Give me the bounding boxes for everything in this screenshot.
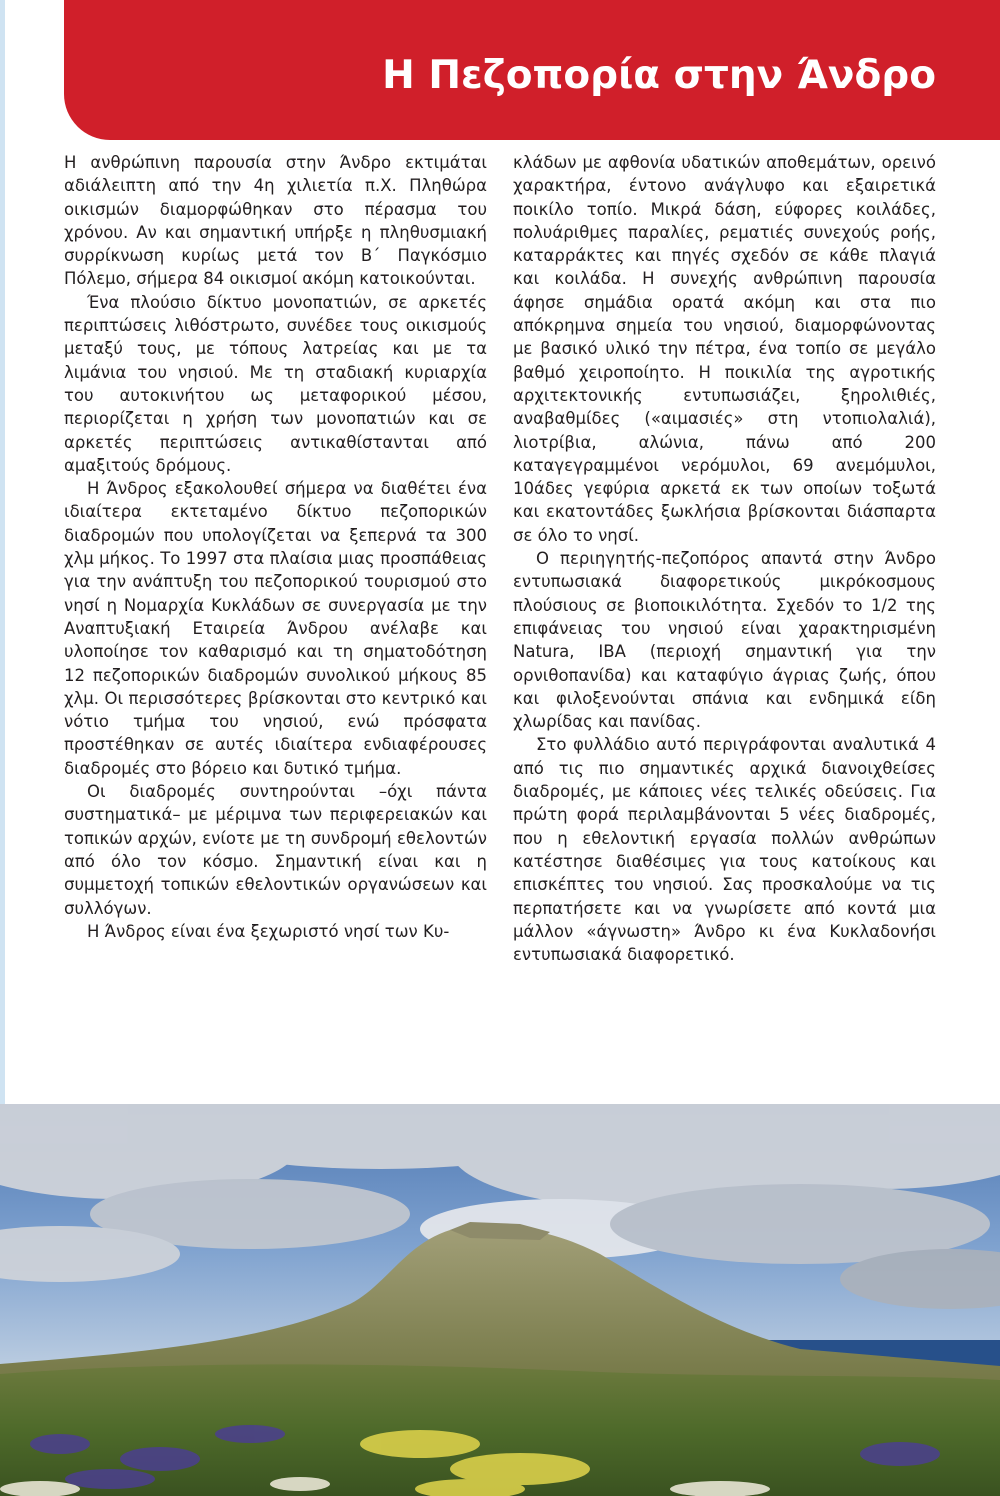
paragraph: Οι διαδρομές συντηρούνται –όχι πάντα συστηματικά– με μέριμνα των περιφερειακών και τοπικών αρχών, ενίοτε με τη συνδρομή εθελοντών από όλο τον κόσμο. Σημαντική είναι και η συμμετοχή τοπικών εθελοντικών οργανώσεων και συλλόγων. [64,782,487,918]
paragraph: Ένα πλούσιο δίκτυο μονοπατιών, σε αρκετές περιπτώσεις λιθόστρωτο, συνέδεε τους οικισμούς μεταξύ τους, με τόπους λατρείας και με τα λιμάνια του νησιού. Με τη σταδιακή κυριαρχία του αυτοκινήτου ως μεταφορικού μέσου, περιορίζεται η χρήση των μονοπατιών και σε αρκετές περιπτώσεις αντικαθίστανται από αμαξιτούς δρόμους. [64,292,487,475]
paragraph: Ο περιηγητής-πεζοπόρος απαντά στην Άνδρο εντυπωσιακά διαφορετικούς μικρόκοσμους πλούσιους σε βιοποικιλότητα. Σχεδόν το 1/2 της επιφάνειας του νησιού είναι χαρακτηρισμένη Natura, IBA (περιοχή σημαντική για την ορνιθοπανίδα) και καταφύγιο άγριας ζωής, όπου και φιλοξενούνται σπάνια και ενδημικά είδη χλωρίδας και πανίδας. [513,549,936,732]
article-body [64,151,936,1091]
left-edge-strip [0,0,5,1104]
left-column [64,151,487,943]
paragraph: Η ανθρώπινη παρουσία στην Άνδρο εκτιμάται αδιάλειπτη από την 4η χιλιετία π.Χ. Πληθώρα οικισμών διαμορφώθηκαν στο πέρασμα του χρόνου. Αν και σημαντική υπήρξε η πληθυσμιακή συρρίκνωση κυρίως μετά τον Β΄ Παγκόσμιο Πόλεμο, σήμερα 84 οικισμοί ακόμη κατοικούνται. [64,153,487,289]
landscape-photo [0,1104,1000,1496]
paragraph: Η Άνδρος είναι ένα ξεχωριστό νησί των Κυ- [87,921,450,941]
page-title: Η Πεζοπορία στην Άνδρο [382,53,936,98]
right-column [513,151,936,966]
paragraph-continuation: κλάδων με αφθονία υδατικών αποθεμάτων, ορεινό χαρακτήρα, έντονο ανάγλυφο και εξαιρετικά ποικίλο τοπίο. Μικρά δάση, εύφορες κοιλάδες, πολυάριθμες παραλίες, ρεματιές συνεχούς ροής, καταρράκτες και πηγές σχεδόν σε κάθε πλαγιά και κοιλάδα. Η συνεχής ανθρώπινη παρουσία άφησε σημάδια ορατά ακόμη και στα πιο απόκρημνα σημεία του νησιού, διαμορφώνοντας με βασικό υλικό την πέτρα, ένα τοπίο σε μεγάλο βαθμό χειροποίητο. Η ποικιλία της αγροτικής αρχιτεκτονικής εντυπωσιάζει, ξηρολιθιές, αναβαθμίδες («αιμασιές» στη ντοπιολαλιά), λιοτρίβια, αλώνια, πάνω από 200 καταγεγραμμένοι νερόμυλοι, 69 ανεμόμυλοι, 10άδες γεφύρια αρκετά εκ των οποίων τοξωτά και εκατοντάδες ξωκλήσια βρίσκονται διάσπαρτα σε όλο το νησί. [513,153,936,545]
paragraph: Στο φυλλάδιο αυτό περιγράφονται αναλυτικά 4 από τις πιο σημαντικές αρχικά διανοιχθείσες διαδρομές, με κάποιες νέες τελικές οδεύσεις. Για πρώτη φορά περιλαμβάνονται 5 νέες διαδρομές, που η εθελοντική εργασία πολλών ανθρώπων κατέστησε διαθέσιμες για τους κατοίκους και επισκέπτες του νησιού. Σας προσκαλούμε να τις περπατήσετε και να γνωρίσετε από κοντά μια μάλλον «άγνωστη» Άνδρο κι ένα Κυκλαδονήσι εντυπωσιακά διαφορετικό. [513,735,936,965]
paragraph: Η Άνδρος εξακολουθεί σήμερα να διαθέτει ένα ιδιαίτερα εκτεταμένο δίκτυο πεζοπορικών διαδρομών που υπολογίζεται να ξεπερνά τα 300 χλμ μήκος. Το 1997 στα πλαίσια μιας προσπάθειας για την ανάπτυξη του πεζοπορικού τουρισμού στο νησί η Νομαρχία Κυκλάδων σε συνεργασία με την Αναπτυξιακή Εταιρεία Άνδρου ανέλαβε και υλοποίησε τον καθαρισμό και τη σηματοδότηση 12 πεζοπορικών διαδρομών συνολικού μήκους 85 χλμ. Οι περισσότερες βρίσκονται στο κεντρικό και νότιο τμήμα του νησιού, ενώ πρόσφατα προστέθηκαν σε αυτές ιδιαίτερα ενδιαφέρουσες διαδρομές στο βόρειο και δυτικό τμήμα. [64,479,487,778]
